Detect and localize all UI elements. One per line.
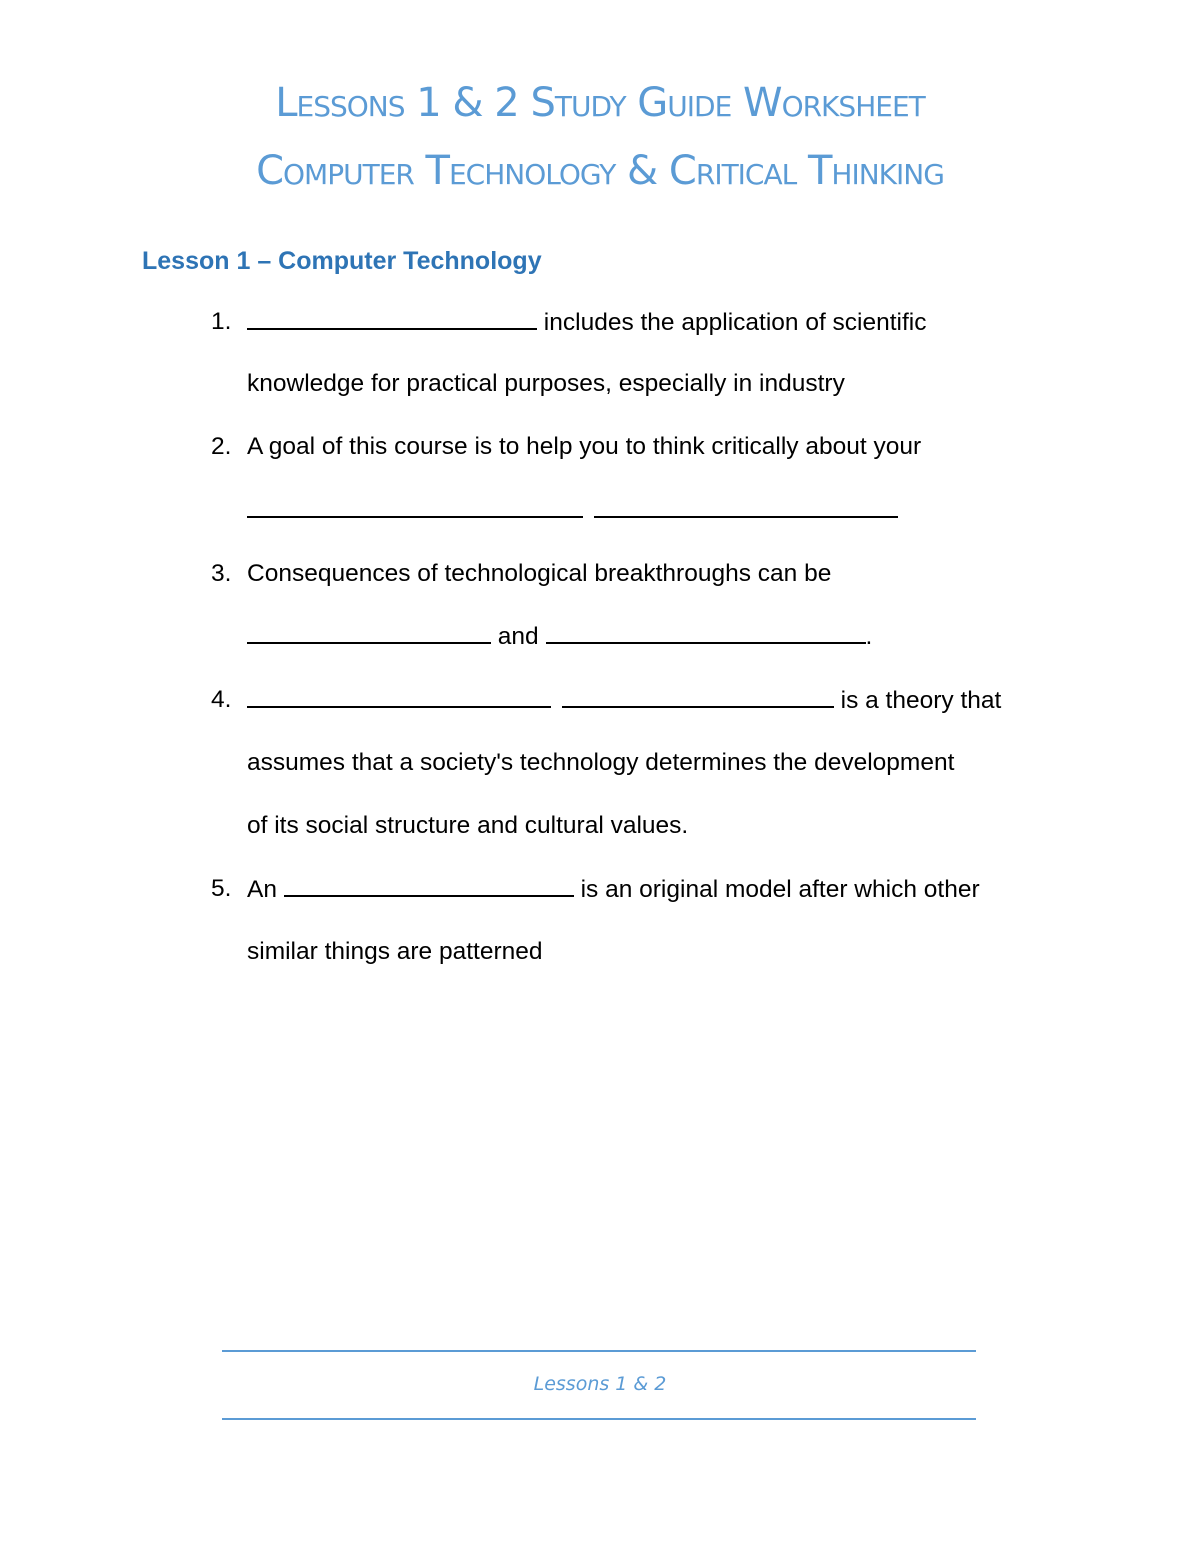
question-5-line2: similar things are patterned — [247, 938, 543, 965]
question-5-number: 5. — [211, 875, 232, 902]
question-4-text: is a theory that — [833, 687, 1002, 714]
answer-blank[interactable] — [562, 684, 834, 708]
question-4-line1 — [247, 684, 1001, 717]
question-2-line1: A goal of this course is to help you to think critically about your — [247, 433, 922, 460]
question-2-number: 2. — [211, 433, 232, 460]
question-2-blanks — [247, 494, 898, 527]
answer-blank[interactable] — [594, 494, 898, 518]
question-5-lead: An — [247, 876, 284, 903]
question-4-number: 4. — [211, 686, 232, 713]
question-3-line1: Consequences of technological breakthroughs can be — [247, 560, 832, 587]
footer-bottom-rule — [222, 1418, 976, 1420]
footer-text: Lessons 1 & 2 — [533, 1373, 667, 1395]
worksheet-title-line2: Computer Technology & Critical Thinking — [256, 148, 944, 194]
question-1-number: 1. — [211, 308, 232, 335]
answer-blank[interactable] — [546, 620, 866, 644]
answer-blank[interactable] — [247, 306, 537, 330]
question-4-line3: of its social structure and cultural values. — [247, 812, 689, 839]
question-3-number: 3. — [211, 560, 232, 587]
answer-blank[interactable] — [284, 873, 574, 897]
question-5-line1 — [247, 873, 980, 906]
question-1-line1 — [247, 306, 927, 339]
footer-top-rule — [222, 1350, 976, 1352]
lesson-heading: Lesson 1 – Computer Technology — [142, 247, 542, 275]
question-4-line2: assumes that a society's technology determines the development — [247, 749, 955, 776]
question-3-period: . — [865, 623, 873, 650]
answer-blank[interactable] — [247, 684, 551, 708]
worksheet-title-line1: Lessons 1 & 2 Study Guide Worksheet — [275, 80, 925, 126]
answer-blank[interactable] — [247, 494, 583, 518]
question-1-text: includes the application of scientific — [537, 309, 927, 336]
question-3-conjunction: and — [491, 623, 546, 650]
question-3-line2 — [247, 620, 872, 653]
question-1-line2: knowledge for practical purposes, especially in industry — [247, 370, 845, 397]
answer-blank[interactable] — [247, 620, 491, 644]
question-5-text: is an original model after which other — [573, 876, 980, 903]
